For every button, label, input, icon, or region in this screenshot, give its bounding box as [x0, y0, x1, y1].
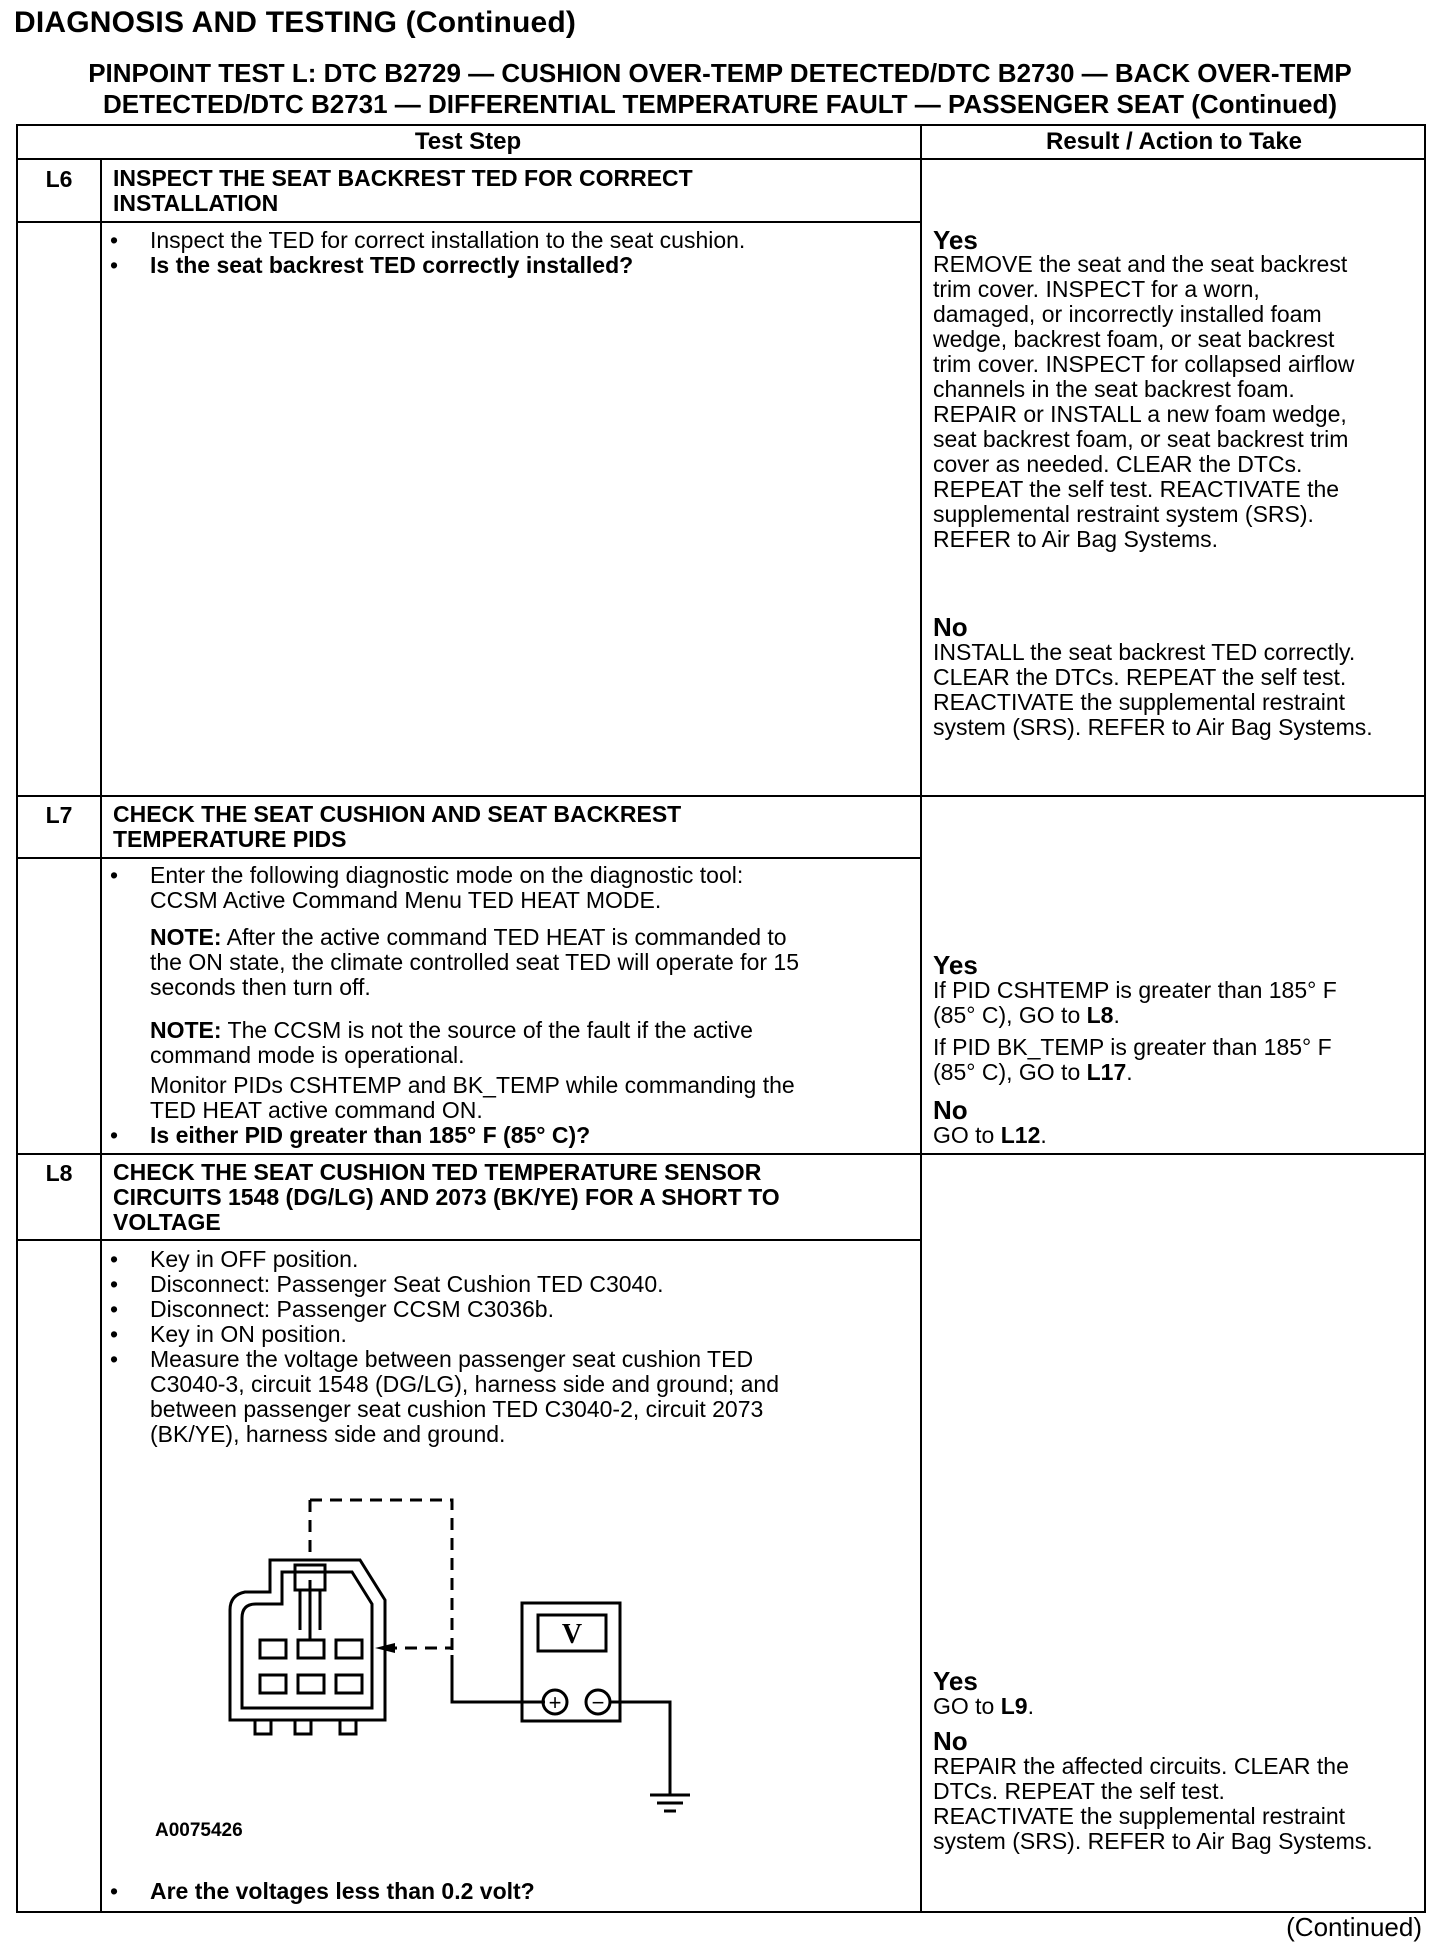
l6-question: Is the seat backrest TED correctly installed? [150, 252, 634, 278]
pinpoint-title-line-2: DETECTED/DTC B2731 — DIFFERENTIAL TEMPERATURE FAULT — PASSENGER SEAT (Continued) [102, 89, 1338, 119]
l8-no-label: No [933, 1726, 968, 1756]
bullet: • [110, 1271, 119, 1297]
step-id-l6: L6 [45, 166, 73, 192]
pinpoint-test-title [14, 58, 1426, 120]
goto-l9-link[interactable]: L9 [1000, 1693, 1028, 1719]
l7-note-1: NOTE: After the active command TED HEAT is commanded to the ON state, the climate controlled seat TED will operate for 15 seconds then turn off. [150, 924, 799, 1000]
l8-yes-action: GO to L9. [933, 1693, 1034, 1719]
l6-body-divider [100, 221, 102, 795]
step-title-l8: CHECK THE SEAT CUSHION TED TEMPERATURE SENSOR CIRCUITS 1548 (DG/LG) AND 2073 (BK/YE) FOR A SHORT TO VOLTAGE [113, 1159, 780, 1235]
l8-row-rule [16, 1153, 1426, 1155]
l8-step-1: Key in OFF position. [150, 1246, 359, 1272]
column-header-result: Result / Action to Take [1045, 128, 1303, 155]
goto-l17-link[interactable]: L17 [1086, 1059, 1127, 1085]
l6-yes-action: REMOVE the seat and the seat backrest trim cover. INSPECT for a worn, damaged, or incorrectly installed foam wedge, backrest foam, or seat backrest trim cover. INSPECT for collapsed airflow channels in the seat backrest foam. REPAIR or INSTALL a new foam wedge, seat backrest foam, or seat backrest trim cover as needed. CLEAR the DTCs. REPEAT the self test. REACTIVATE the supplemental restraint system (SRS). REFER to Air Bag Systems. [933, 251, 1355, 552]
minus-terminal: − [591, 1690, 605, 1715]
plus-terminal: + [548, 1690, 562, 1715]
bullet: • [110, 1321, 119, 1347]
l7-row-rule [16, 795, 1426, 797]
goto-l12-link[interactable]: L12 [1000, 1122, 1041, 1148]
bullet: • [110, 1122, 119, 1148]
page-header: DIAGNOSIS AND TESTING (Continued) [14, 6, 577, 39]
column-header-test-step: Test Step [414, 128, 522, 155]
l7-no-label: No [933, 1095, 968, 1125]
figure-id: A0075426 [155, 1820, 243, 1841]
l8-title-rule [16, 1239, 920, 1241]
l7-step-1: Enter the following diagnostic mode on the diagnostic tool: CCSM Active Command Menu TED HEAT MODE. [150, 862, 744, 913]
l7-title-rule [16, 857, 920, 859]
l6-title-rule [16, 221, 920, 223]
bullet: • [110, 1346, 119, 1372]
l6-no-label: No [933, 612, 968, 642]
l8-step-4: Key in ON position. [150, 1321, 347, 1347]
l6-yes-label: Yes [933, 225, 978, 255]
bullet: • [110, 862, 119, 888]
column-divider [920, 124, 922, 1913]
continued-footer: (Continued) [1286, 1912, 1422, 1942]
l7-note-2: NOTE: The CCSM is not the source of the fault if the active command mode is operational. [150, 1017, 753, 1068]
l7-yes-action-2: If PID BK_TEMP is greater than 185° F (85° C), GO to L17. [933, 1034, 1332, 1085]
l8-yes-label: Yes [933, 1666, 978, 1696]
header-rule [16, 158, 1426, 160]
pinpoint-title-line-1: PINPOINT TEST L: DTC B2729 — CUSHION OVER-TEMP DETECTED/DTC B2730 — BACK OVER-TEMP [88, 58, 1352, 88]
step-title-l7: CHECK THE SEAT CUSHION AND SEAT BACKREST TEMPERATURE PIDS [113, 801, 682, 852]
l7-monitor-instruction: Monitor PIDs CSHTEMP and BK_TEMP while commanding the TED HEAT active command ON. [150, 1072, 795, 1123]
l6-no-action: INSTALL the seat backrest TED correctly. CLEAR the DTCs. REPEAT the self test. REACTIVATE the supplemental restraint system (SRS). REFER to Air Bag Systems. [933, 639, 1373, 740]
bullet: • [110, 1878, 119, 1904]
step-title-l6: INSPECT THE SEAT BACKREST TED FOR CORRECT INSTALLATION [113, 165, 693, 216]
l8-step-2: Disconnect: Passenger Seat Cushion TED C3040. [150, 1271, 664, 1297]
step-id-l8: L8 [45, 1160, 73, 1186]
l8-id-divider [100, 1153, 102, 1913]
l7-yes-action-1: If PID CSHTEMP is greater than 185° F (85° C), GO to L8. [933, 977, 1337, 1028]
bullet: • [110, 1296, 119, 1322]
l7-id-divider [100, 795, 102, 1153]
l7-yes-label: Yes [933, 950, 978, 980]
bullet: • [110, 252, 119, 278]
voltage-test-diagram [200, 1480, 720, 1840]
l8-step-5: Measure the voltage between passenger seat cushion TED C3040-3, circuit 1548 (DG/LG), harness side and ground; and between passenger seat cushion TED C3040-2, circuit 2073 (BK/YE), harness side and ground. [150, 1346, 780, 1447]
l7-question: Is either PID greater than 185° F (85° C)? [150, 1122, 591, 1148]
bullet: • [110, 1246, 119, 1272]
goto-l8-link[interactable]: L8 [1086, 1002, 1114, 1028]
l8-question: Are the voltages less than 0.2 volt? [150, 1878, 535, 1904]
l8-step-3: Disconnect: Passenger CCSM C3036b. [150, 1296, 554, 1322]
l6-step-1: Inspect the TED for correct installation to the seat cushion. [150, 227, 746, 253]
l7-no-action: GO to L12. [933, 1122, 1047, 1148]
l6-id-divider [100, 158, 102, 222]
meter-symbol: V [561, 1619, 583, 1650]
step-id-l7: L7 [45, 802, 73, 828]
bullet: • [110, 227, 119, 253]
l8-no-action: REPAIR the affected circuits. CLEAR the DTCs. REPEAT the self test. REACTIVATE the supplemental restraint system (SRS). REFER to Air Bag Systems. [933, 1753, 1373, 1854]
